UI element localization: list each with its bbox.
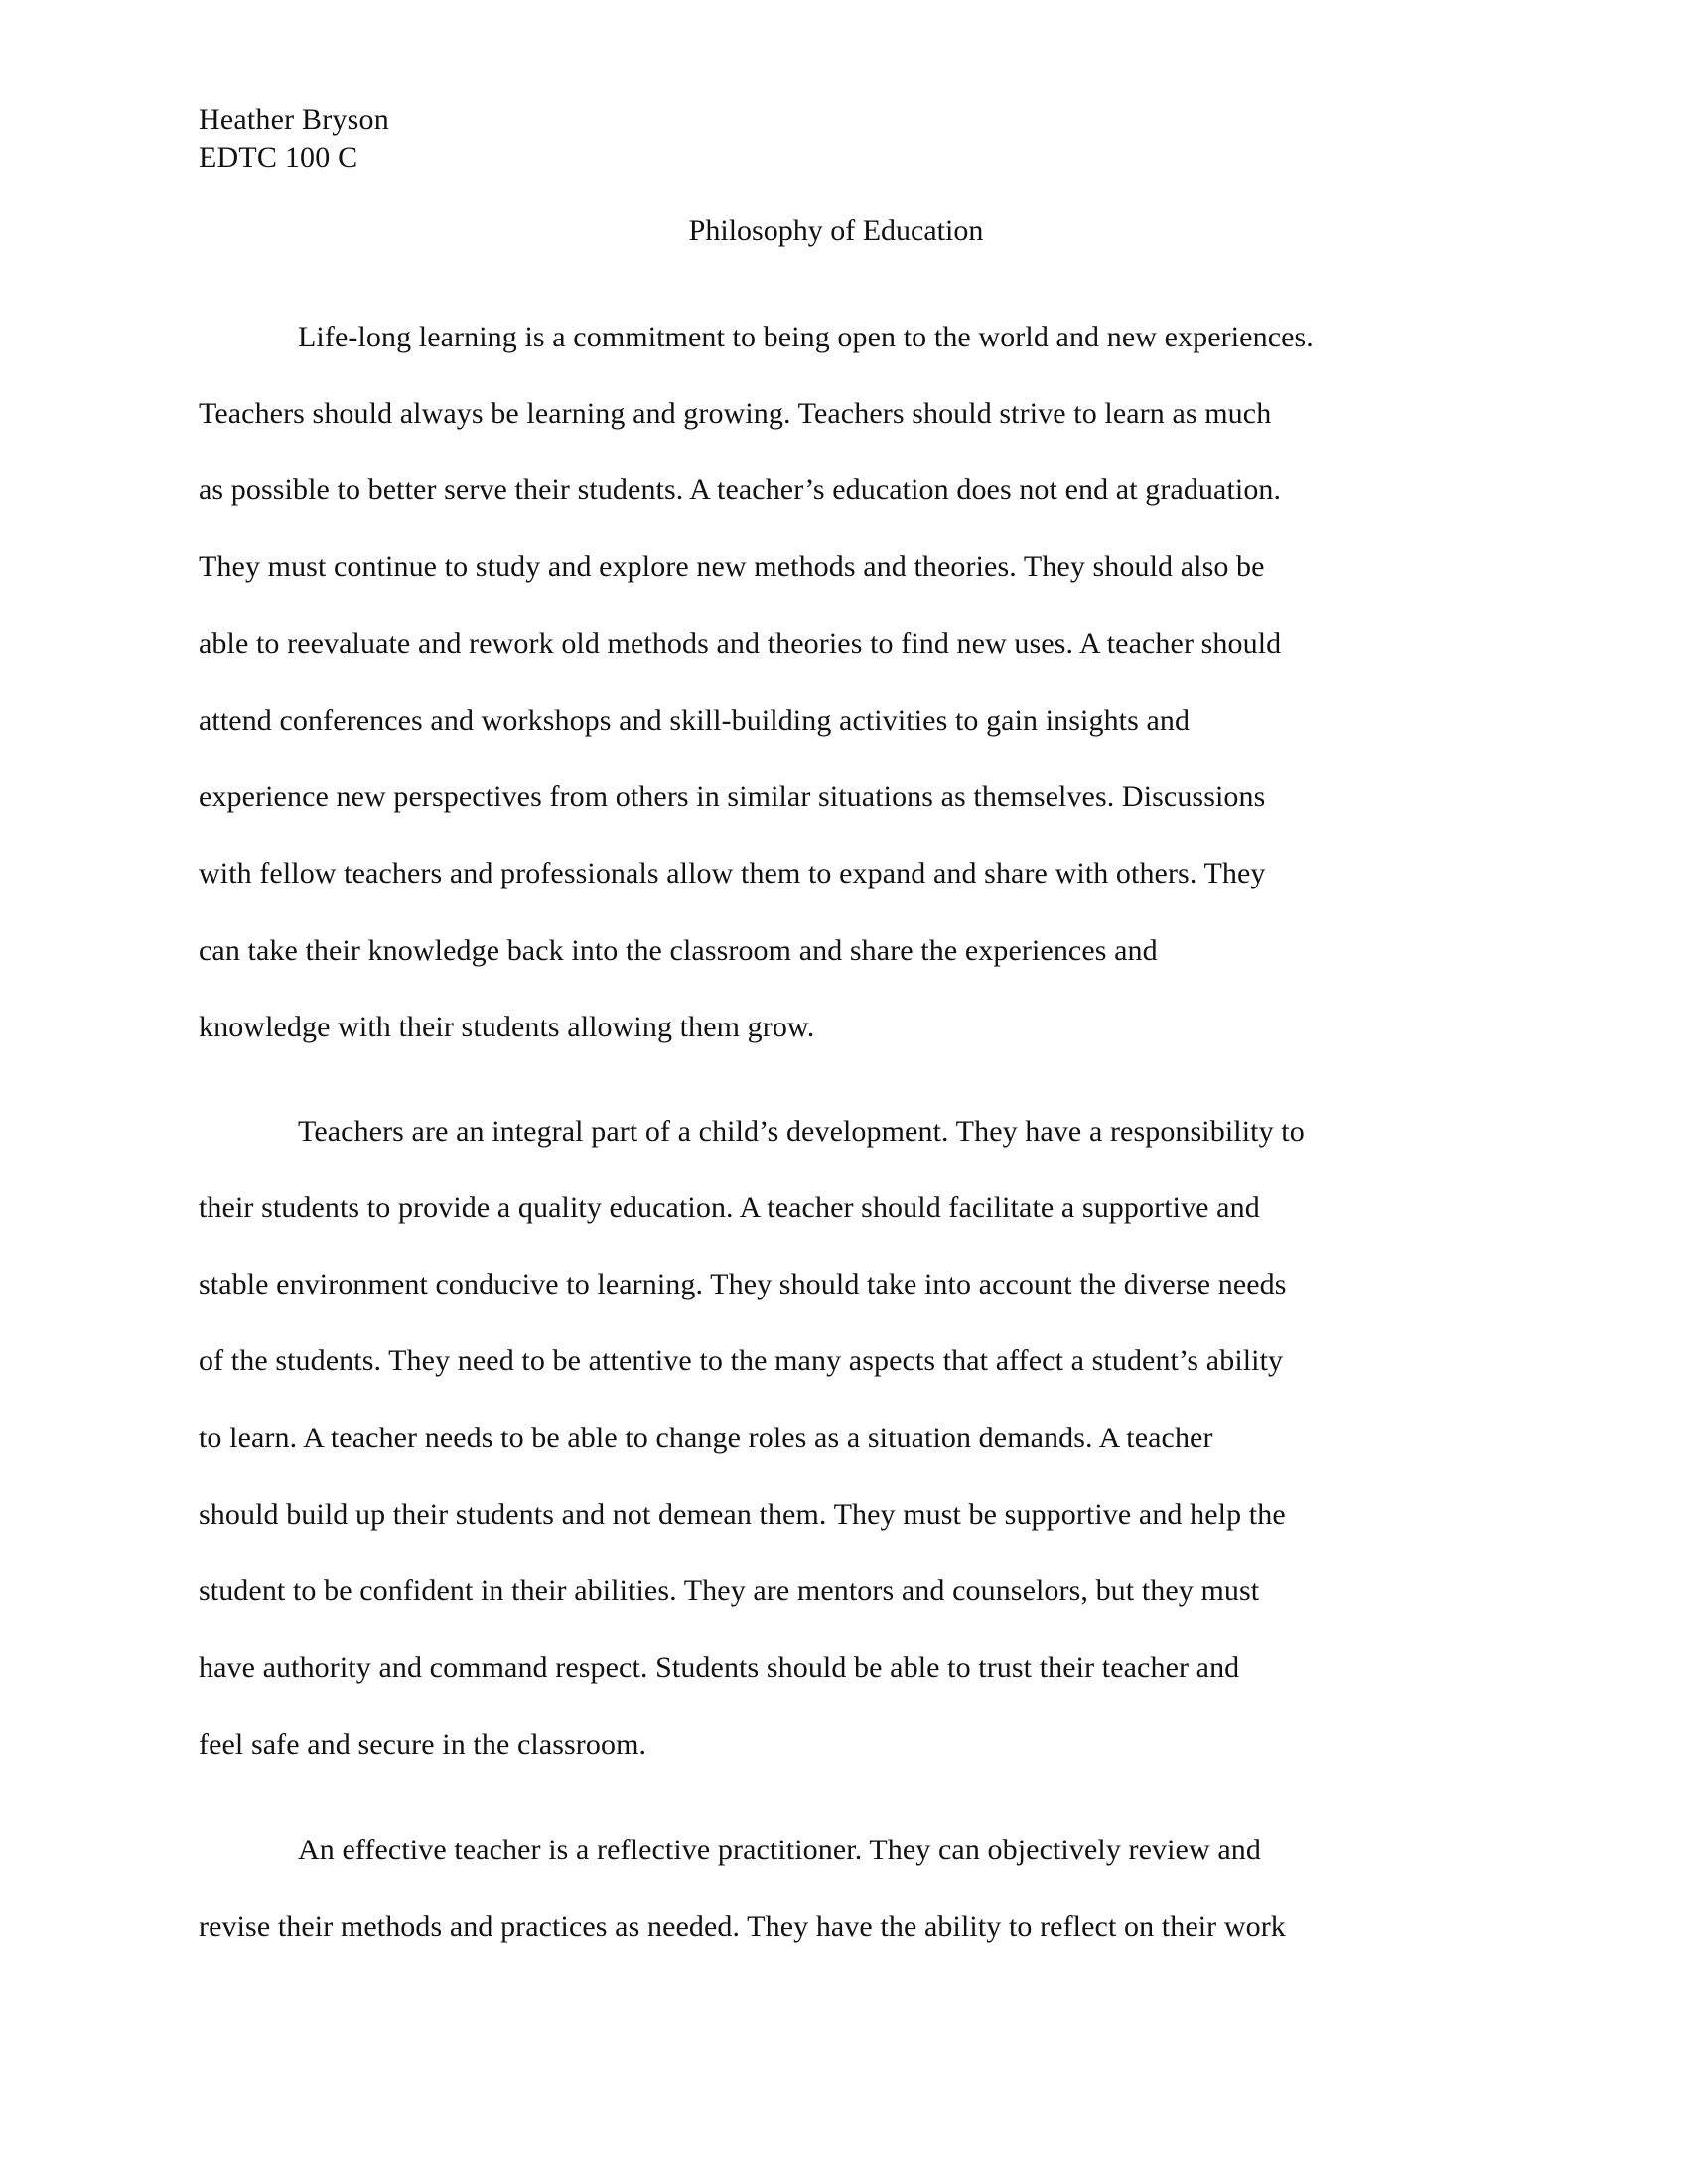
paragraph-line: revise their methods and practices as needed. They have the ability to reflect on their work bbox=[199, 1910, 1286, 1943]
paragraph-line: They must continue to study and explore new methods and theories. They should also be bbox=[199, 550, 1265, 583]
paragraph-line: able to reevaluate and rework old methods and theories to find new uses. A teacher should bbox=[199, 627, 1282, 660]
paragraph-line: experience new perspectives from others in similar situations as themselves. Discussions bbox=[199, 780, 1266, 813]
paragraph-line: Life-long learning is a commitment to being open to the world and new experiences. bbox=[298, 321, 1314, 353]
paragraph-line: can take their knowledge back into the classroom and share the experiences and bbox=[199, 934, 1158, 967]
paragraph-line: student to be confident in their abilities. They are mentors and counselors, but they must bbox=[199, 1574, 1260, 1607]
paragraph-line: as possible to better serve their students. A teacher’s education does not end at graduation. bbox=[199, 474, 1282, 506]
course-code: EDTC 100 C bbox=[199, 141, 358, 174]
paragraph-line: with fellow teachers and professionals allow them to expand and share with others. They bbox=[199, 857, 1266, 889]
paragraph-line: should build up their students and not demean them. They must be supportive and help the bbox=[199, 1498, 1286, 1531]
paragraph-line: Teachers should always be learning and growing. Teachers should strive to learn as much bbox=[199, 397, 1272, 430]
paragraph-line: stable environment conducive to learning. They should take into account the diverse needs bbox=[199, 1268, 1287, 1300]
page-title: Philosophy of Education bbox=[688, 214, 984, 247]
paragraph-line: Teachers are an integral part of a child’s development. They have a responsibility to bbox=[298, 1115, 1305, 1148]
author-name: Heather Bryson bbox=[199, 103, 389, 136]
paragraph-line: of the students. They need to be attentive to the many aspects that affect a student’s ability bbox=[199, 1344, 1284, 1377]
paragraph-line: to learn. A teacher needs to be able to change roles as a situation demands. A teacher bbox=[199, 1422, 1213, 1454]
paragraph-line: An effective teacher is a reflective practitioner. They can objectively review and bbox=[298, 1834, 1261, 1866]
paragraph-line: have authority and command respect. Students should be able to trust their teacher and bbox=[199, 1651, 1240, 1684]
paragraph-line: knowledge with their students allowing them grow. bbox=[199, 1011, 815, 1043]
paragraph-line: feel safe and secure in the classroom. bbox=[199, 1728, 647, 1761]
paragraph-line: attend conferences and workshops and skill-building activities to gain insights and bbox=[199, 704, 1191, 737]
paragraph-line: their students to provide a quality education. A teacher should facilitate a supportive and bbox=[199, 1191, 1260, 1224]
